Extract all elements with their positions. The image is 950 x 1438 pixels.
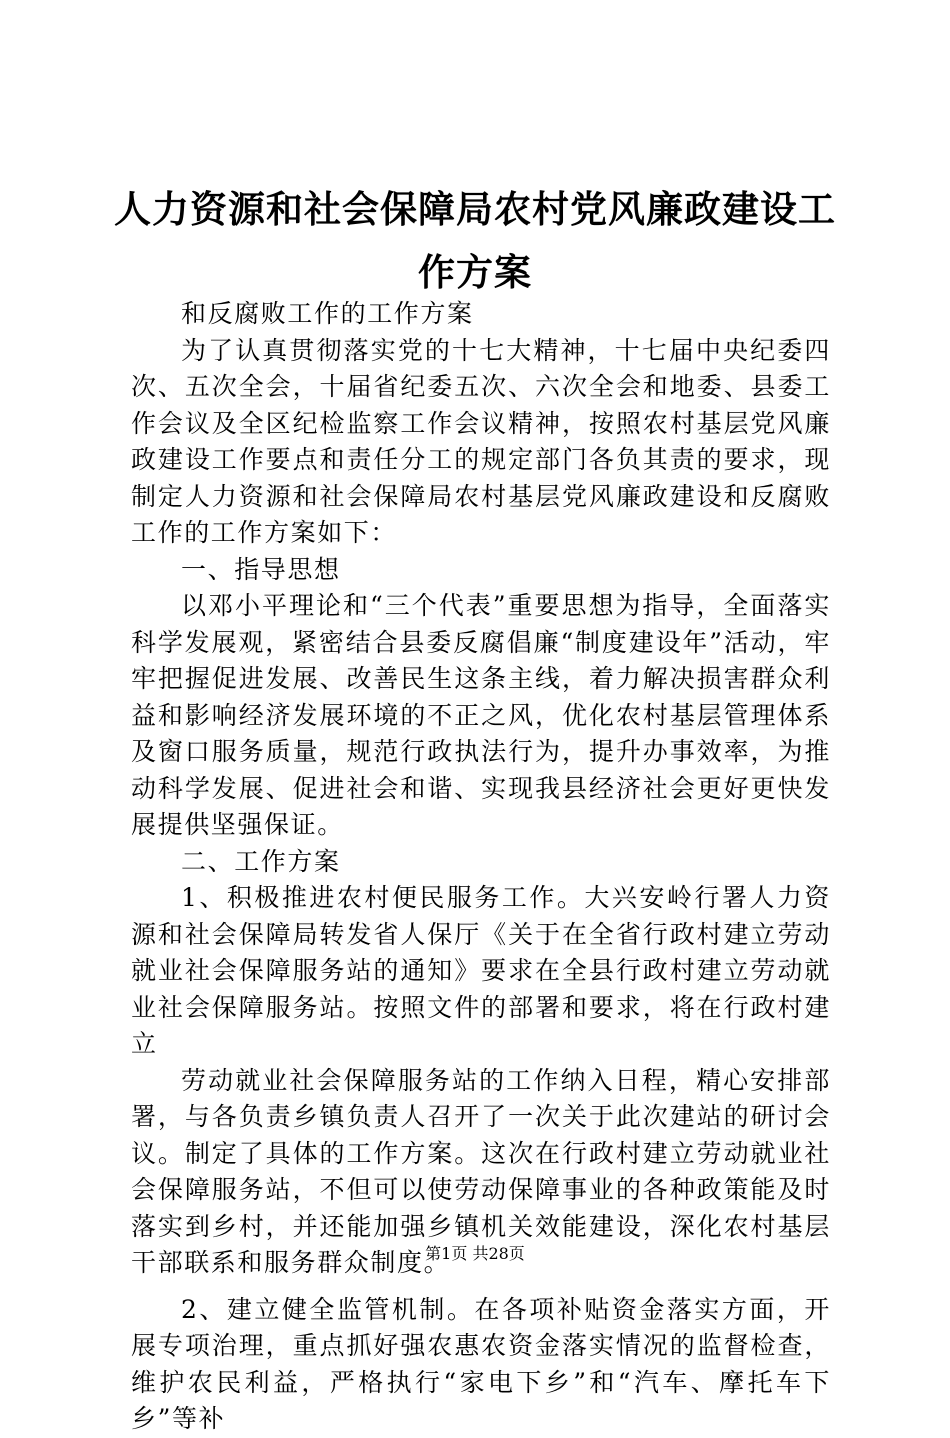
paragraph-subtitle: 和反腐败工作的工作方案 (181, 299, 474, 328)
document-body (131, 296, 831, 1438)
page-number-footer: 第1页 共28页 (425, 1244, 525, 1263)
paragraph-item-1-continued: 劳动就业社会保障服务站的工作纳入日程，精心安排部署，与各负责乡镇负责人召开了一次关于此次建站的研讨会议。制定了具体的工作方案。这次在行政村建立劳动就业社会保障服务站，不但可以使劳动保障事业的各种政策能及时落实到乡村，并还能加强乡镇机关效能建设，深化农村基层干部联系和服务群众制度。 (131, 1065, 831, 1277)
page-title: 人力资源和社会保障局农村党风廉政建设工作方案 (114, 187, 836, 294)
paragraph-item-1: 1、积极推进农村便民服务工作。大兴安岭行署人力资源和社会保障局转发省人保厅《关于在全省行政村建立劳动就业社会保障服务站的通知》要求在全县行政村建立劳动就业社会保障服务站。按照文件的部署和要求，将在行政村建立 (131, 883, 831, 1058)
paragraph-intro: 为了认真贯彻落实党的十七大精神，十七届中央纪委四次、五次全会，十届省纪委五次、六次全会和地委、县委工作会议及全区纪检监察工作会议精神，按照农村基层党风廉政建设工作要点和责任分工的规定部门各负其责的要求，现制定人力资源和社会保障局农村基层党风廉政建设和反腐败工作的工作方案如下： (131, 335, 831, 547)
section-heading-work-plan: 二、工作方案 (181, 846, 341, 876)
paragraph-item-2: 2、建立健全监管机制。在各项补贴资金落实方面，开展专项治理，重点抓好强农惠农资金落实情况的监督检查，维护农民利益，严格执行“家电下乡”和“汽车、摩托车下乡”等补 (131, 1294, 831, 1433)
section-heading-guiding-ideology: 一、指导思想 (181, 554, 341, 584)
paragraph-guiding-ideology: 以邓小平理论和“三个代表”重要思想为指导，全面落实科学发展观，紧密结合县委反腐倡廉“制度建设年”活动，牢牢把握促进发展、改善民生这条主线，着力解决损害群众利益和影响经济发展环境的不正之风，优化农村基层管理体系及窗口服务质量，规范行政执法行为，提升办事效率，为推动科学发展、促进社会和谐、实现我县经济社会更好更快发展提供坚强保证。 (131, 591, 831, 839)
